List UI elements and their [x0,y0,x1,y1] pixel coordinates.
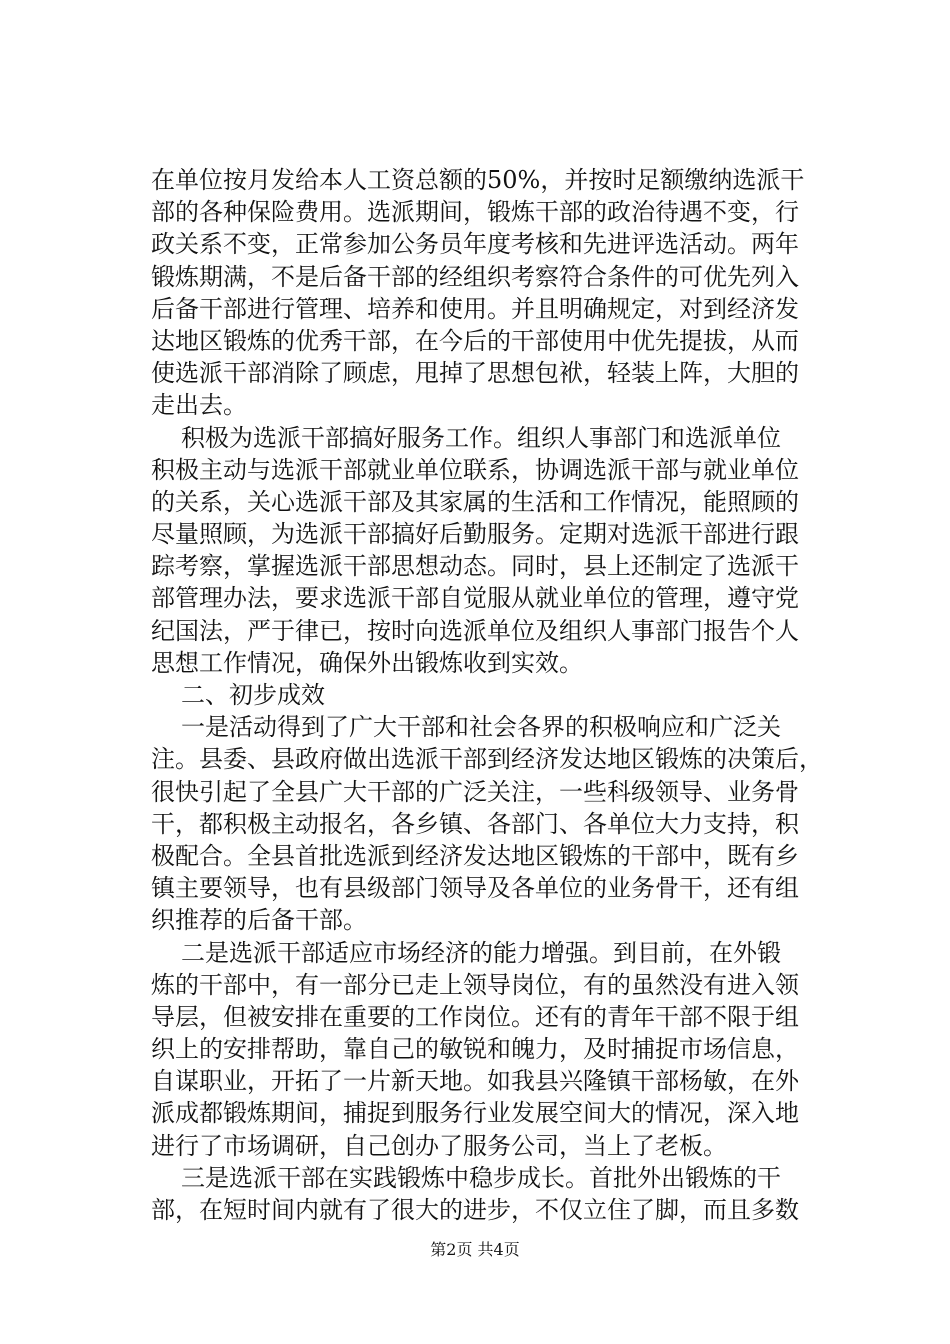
text-line: 部，在短时间内就有了很大的进步，不仅立住了脚，而且多数 [151,1196,799,1224]
text-line: 使选派干部消除了顾虑，甩掉了思想包袱，轻装上阵，大胆的 [151,359,799,388]
text-line: 政关系不变，正常参加公务员年度考核和先进评选活动。两年 [151,230,799,259]
text-line: 极配合。全县首批选派到经济发达地区锻炼的干部中，既有乡 [151,841,799,870]
text-line: 二、初步成效 [181,681,325,709]
text-line: 踪考察，掌握选派干部思想动态。同时，县上还制定了选派干 [151,552,799,581]
text-line: 干，都积极主动报名，各乡镇、各部门、各单位大力支持，积 [151,809,799,838]
text-line: 达地区锻炼的优秀干部，在今后的干部使用中优先提拔，从而 [151,326,799,355]
text-line: 锻炼期满，不是后备干部的经组织考察符合条件的可优先列入 [151,262,799,291]
text-line: 进行了市场调研，自己创办了服务公司，当上了老板。 [151,1131,727,1160]
text-line: 织推荐的后备干部。 [151,906,367,935]
paragraph-p2 [151,422,841,680]
text-line: 织上的安排帮助，靠自己的敏锐和魄力，及时捕捉市场信息， [151,1035,799,1064]
text-line: 注。县委、县政府做出选派干部到经济发达地区锻炼的决策后， [151,745,823,774]
text-line: 积极主动与选派干部就业单位联系，协调选派干部与就业单位 [151,455,799,484]
text-line: 自谋职业，开拓了一片新天地。如我县兴隆镇干部杨敏，在外 [151,1067,799,1096]
text-line: 的关系，关心选派干部及其家属的生活和工作情况，能照顾的 [151,487,799,516]
text-line: 镇主要领导，也有县级部门领导及各单位的业务骨干，还有组 [151,874,799,903]
text-line: 导层，但被安排在重要的工作岗位。还有的青年干部不限于组 [151,1002,799,1031]
text-line: 纪国法，严于律已，按时向选派单位及组织人事部门报告个人 [151,616,799,645]
text-line: 三是选派干部在实践锻炼中稳步成长。首批外出锻炼的干 [181,1163,781,1192]
document-body [151,164,841,1226]
text-line: 炼的干部中，有一部分已走上领导岗位，有的虽然没有进入领 [151,970,799,999]
text-line: 尽量照顾，为选派干部搞好后勤服务。定期对选派干部进行跟 [151,520,799,549]
text-line: 二是选派干部适应市场经济的能力增强。到目前，在外锻 [181,938,781,967]
text-line: 部的各种保险费用。选派期间，锻炼干部的政治待遇不变，行 [151,198,799,227]
paragraph-p1 [151,164,841,422]
text-line: 后备干部进行管理、培养和使用。并且明确规定，对到经济发 [151,294,799,323]
text-line: 很快引起了全县广大干部的广泛关注，一些科级领导、业务骨 [151,777,799,806]
paragraph-p3 [151,679,841,711]
text-line: 在单位按月发给本人工资总额的50%，并按时足额缴纳选派干 [151,166,805,194]
text-line: 一是活动得到了广大干部和社会各界的积极响应和广泛关 [181,713,781,742]
text-line: 思想工作情况，确保外出锻炼收到实效。 [151,648,583,677]
page-footer: 第2页 共4页 [430,1240,520,1259]
text-line: 积极为选派干部搞好服务工作。组织人事部门和选派单位 [181,423,781,452]
text-line: 走出去。 [151,391,247,420]
paragraph-p4 [151,711,841,936]
paragraph-p5 [151,937,841,1162]
paragraph-p6 [151,1162,841,1226]
text-line: 部管理办法，要求选派干部自觉服从就业单位的管理，遵守党 [151,584,799,613]
text-line: 派成都锻炼期间，捕捉到服务行业发展空间大的情况，深入地 [151,1099,799,1128]
